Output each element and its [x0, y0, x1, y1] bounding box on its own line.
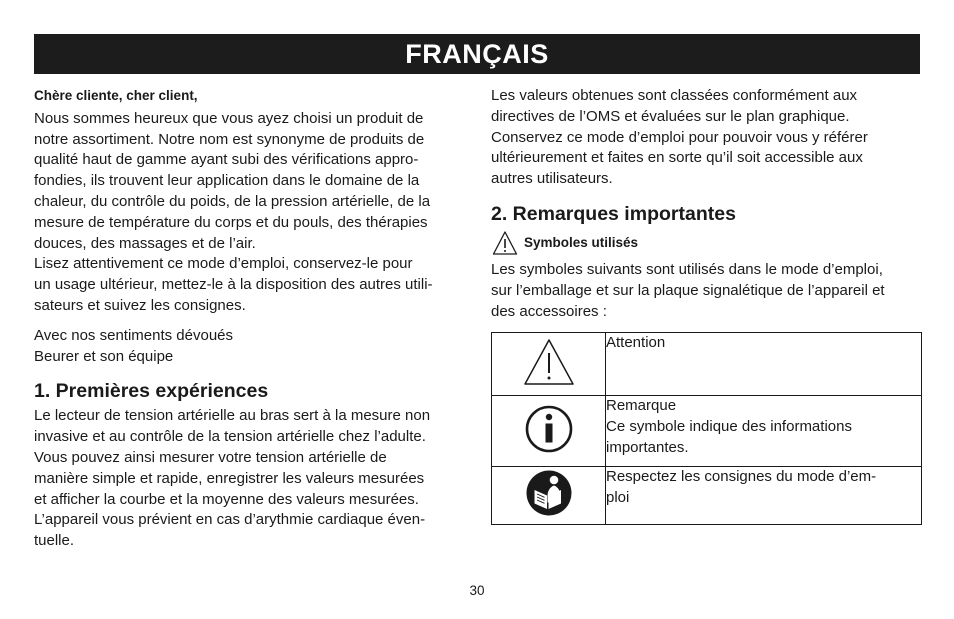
table-row [492, 333, 922, 396]
greeting: Chère cliente, cher client, [34, 88, 198, 103]
text-line: Avec nos sentiments dévoués [34, 326, 234, 344]
text-line: Le lecteur de tension artérielle au bras sert à la mesure non [34, 407, 431, 425]
section-1-paragraph [34, 406, 466, 552]
text-line: un usage ultérieur, mettez-le à la disposition des autres utili- [34, 276, 433, 294]
text-line: Vous pouvez ainsi mesurer votre tension artérielle de [34, 448, 387, 466]
text-line: invasive et au contrôle de la tension artérielle chez l’adulte. [34, 428, 426, 446]
symbols-table [491, 332, 922, 525]
text-line: tuelle. [34, 532, 75, 550]
text-line: douces, des massages et de l’air. [34, 234, 256, 252]
symbols-intro-paragraph [491, 260, 921, 322]
symbol-cell [492, 396, 606, 467]
symbol-cell [492, 467, 606, 525]
read-manual-icon [525, 469, 573, 517]
description-line: Attention [606, 334, 666, 352]
right-column [491, 86, 921, 525]
intro-paragraph [34, 109, 466, 317]
table-row [492, 467, 922, 525]
text-line: chaleur, du contrôle du poids, de la pression artérielle, de la [34, 192, 431, 210]
description-line: Ce symbole indique des informations [606, 418, 852, 436]
right-intro-paragraph [491, 86, 921, 190]
symbols-heading-label: Symboles utilisés [524, 235, 639, 251]
info-icon [524, 404, 574, 454]
description-line: Remarque [606, 397, 677, 415]
text-line: Beurer et son équipe [34, 347, 174, 365]
left-column [34, 86, 466, 552]
section-2-heading: 2. Remarques importantes [491, 202, 736, 225]
text-line: des accessoires : [491, 302, 607, 320]
section-1-heading: 1. Premières expériences [34, 380, 269, 403]
description-line: importantes. [606, 438, 689, 456]
symbol-description [606, 333, 922, 396]
text-line: Nous sommes heureux que vous ayez choisi un produit de [34, 109, 424, 127]
table-row [492, 396, 922, 467]
text-line: manière simple et rapide, enregistrer les valeurs mesurées [34, 469, 425, 487]
text-line: qualité haut de gamme ayant subi des vérifications appro- [34, 151, 419, 169]
symbol-description [606, 396, 922, 467]
text-line: Conservez ce mode d’emploi pour pouvoir vous y référer [491, 128, 868, 146]
text-line: L’appareil vous prévient en cas d’arythmie cardiaque éven- [34, 511, 426, 529]
warning-triangle-icon [522, 337, 576, 387]
text-line: sur l’emballage et sur la plaque signalétique de l’appareil et [491, 281, 885, 299]
text-line: fondies, ils trouvent leur application dans le domaine de la [34, 172, 420, 190]
text-line: et afficher la courbe et la moyenne des valeurs mesurées. [34, 490, 419, 508]
text-line: Les valeurs obtenues sont classées conformément aux [491, 87, 858, 104]
text-line: Lisez attentivement ce mode d’emploi, conservez-le pour [34, 255, 413, 273]
symbol-cell [492, 333, 606, 396]
page-number: 30 [469, 583, 485, 598]
text-line: ultérieurement et faites en sorte qu’il soit accessible aux [491, 149, 863, 167]
text-line: notre assortiment. Notre nom est synonyme de produits de [34, 130, 425, 148]
closing-signature [34, 326, 466, 368]
language-header: FRANÇAIS [34, 34, 920, 74]
warning-triangle-icon [492, 230, 518, 256]
description-line: Respectez les consignes du mode d’em- [606, 468, 877, 486]
text-line: Les symboles suivants sont utilisés dans le mode d’emploi, [491, 260, 883, 278]
symbols-subheading [491, 230, 921, 256]
symbol-description [606, 467, 922, 525]
text-line: sateurs et suivez les consignes. [34, 296, 246, 314]
description-line: ploi [606, 489, 630, 507]
text-line: autres utilisateurs. [491, 170, 613, 188]
text-line: directives de l’OMS et évaluées sur le plan graphique. [491, 107, 850, 125]
text-line: mesure de température du corps et du pouls, des thérapies [34, 213, 428, 231]
